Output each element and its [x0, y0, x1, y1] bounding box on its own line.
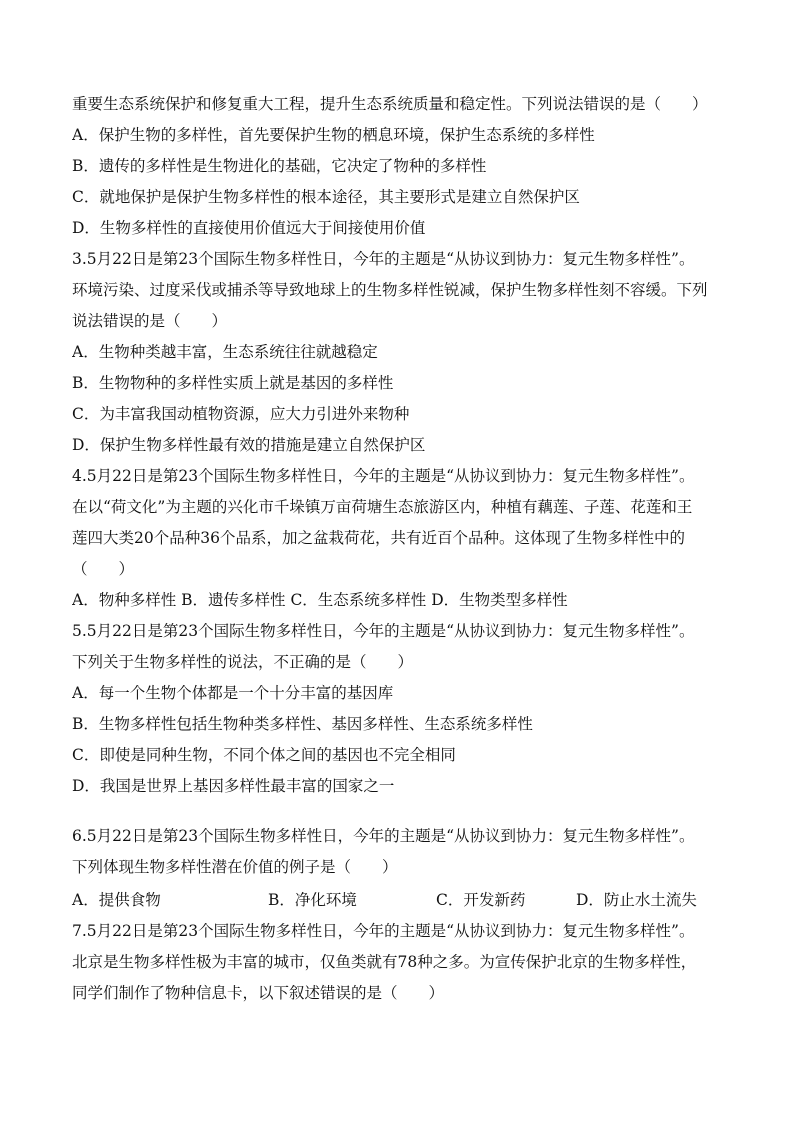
- text-line: D．我国是世界上基因多样性最丰富的国家之一: [72, 777, 395, 795]
- text-line: 说法错误的是（ ）: [72, 312, 228, 330]
- text-line: C．就地保护是保护生物多样性的根本途径，其主要形式是建立自然保护区: [72, 188, 580, 206]
- text-line: 重要生态系统保护和修复重大工程，提升生态系统质量和稳定性。下列说法错误的是（ ）: [72, 95, 708, 113]
- text-line: B．生物物种的多样性实质上就是基因的多样性: [72, 374, 394, 392]
- text-line: （ ）: [72, 560, 135, 578]
- text-line: A．每一个生物个体都是一个十分丰富的基因库: [72, 684, 394, 702]
- text-line: 下列体现生物多样性潜在价值的例子是（ ）: [72, 858, 398, 876]
- text-line: 莲四大类20个品种36个品系，加之盆栽荷花，共有近百个品种。这体现了生物多样性中的: [72, 529, 685, 547]
- question-6-options: [72, 890, 740, 910]
- text-line: B．遗传的多样性是生物进化的基础，它决定了物种的多样性: [72, 157, 487, 175]
- text-line: D．保护生物多样性最有效的措施是建立自然保护区: [72, 436, 426, 454]
- question-7-stem: 7.5月22日是第23个国际生物多样性日，今年的主题是“从协议到协力：复元生物多样性”。: [72, 922, 695, 940]
- option-b: B．净化环境: [268, 891, 357, 909]
- text-line: B．生物多样性包括生物种类多样性、基因多样性、生态系统多样性: [72, 715, 533, 733]
- question-3-stem: 3.5月22日是第23个国际生物多样性日，今年的主题是“从协议到协力：复元生物多样性”。: [72, 250, 695, 268]
- text-line: 环境污染、过度采伐或捕杀等导致地球上的生物多样性锐减，保护生物多样性刻不容缓。下列: [72, 281, 708, 299]
- text-line: A．保护生物的多样性，首先要保护生物的栖息环境，保护生态系统的多样性: [72, 126, 595, 144]
- text-line: 同学们制作了物种信息卡，以下叙述错误的是（ ）: [72, 984, 445, 1002]
- text-line: 下列关于生物多样性的说法，不正确的是（ ）: [72, 653, 414, 671]
- question-4-stem: 4.5月22日是第23个国际生物多样性日，今年的主题是“从协议到协力：复元生物多样性”。: [72, 467, 695, 485]
- text-line: C．为丰富我国动植物资源，应大力引进外来物种: [72, 405, 410, 423]
- text-line: 在以“荷文化”为主题的兴化市千垛镇万亩荷塘生态旅游区内，种植有藕莲、子莲、花莲和王: [72, 498, 693, 516]
- question-5-stem: 5.5月22日是第23个国际生物多样性日，今年的主题是“从协议到协力：复元生物多样性”。: [72, 622, 695, 640]
- option-d: D．防止水土流失: [576, 891, 697, 909]
- option-c: C．开发新药: [436, 891, 526, 909]
- text-line: A．生物种类越丰富，生态系统往往就越稳定: [72, 343, 378, 361]
- text-line: C．即使是同种生物，不同个体之间的基因也不完全相同: [72, 746, 456, 764]
- question-6-stem: 6.5月22日是第23个国际生物多样性日，今年的主题是“从协议到协力：复元生物多样性”。: [72, 827, 695, 845]
- text-line: D．生物多样性的直接使用价值远大于间接使用价值: [72, 219, 426, 237]
- text-line: 北京是生物多样性极为丰富的城市，仅鱼类就有78种之多。为宣传保护北京的生物多样性，: [72, 953, 697, 971]
- text-line: A．物种多样性 B．遗传多样性 C．生态系统多样性 D．生物类型多样性: [72, 591, 568, 609]
- option-a: A．提供食物: [72, 891, 161, 909]
